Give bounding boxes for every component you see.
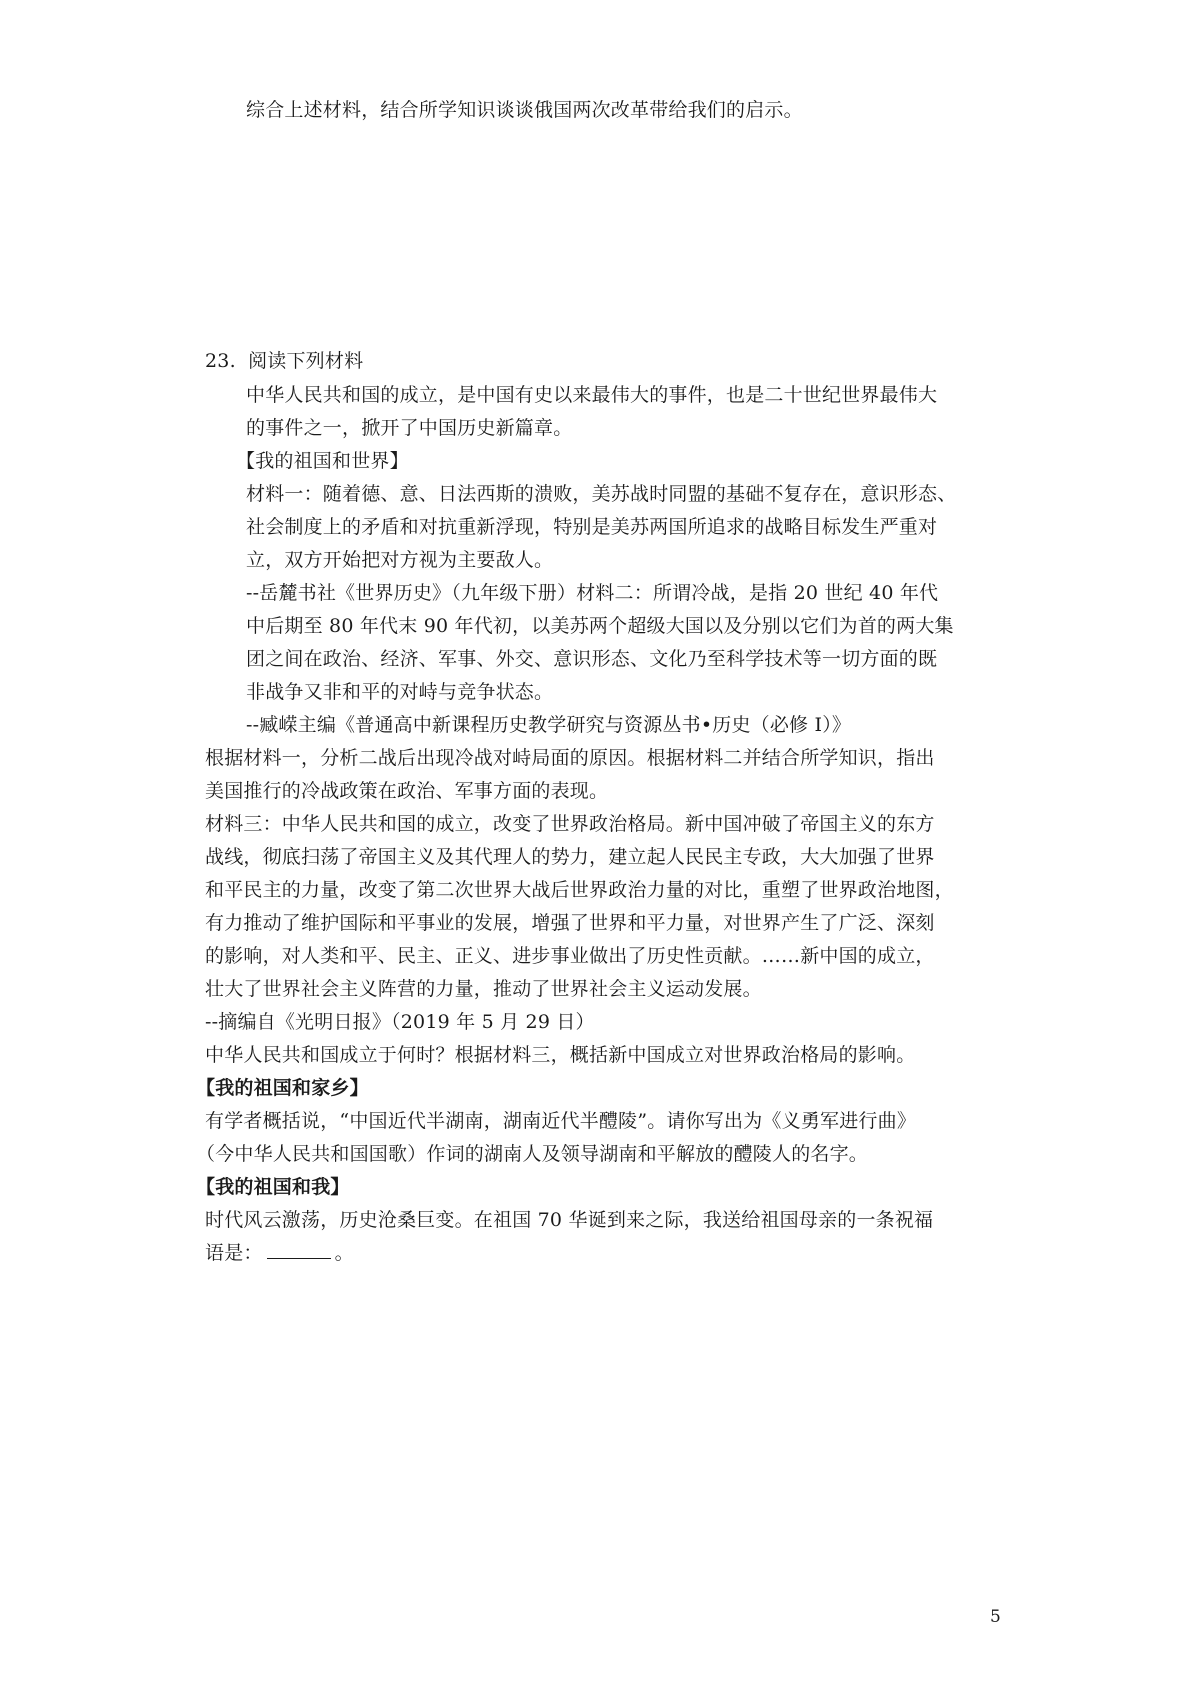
question-title: 阅读下列材料 [248,350,364,372]
section-heading-me: 【我的祖国和我】 [196,1176,350,1198]
task-4-prefix: 语是： [205,1242,263,1264]
question-number: 23. [205,350,236,372]
task-4-line-1: 时代风云激荡，历史沧桑巨变。在祖国 70 华诞到来之际，我送给祖国母亲的一条祝福 [205,1209,934,1231]
material-2-source: --臧嵘主编《普通高中新课程历史教学研究与资源丛书•历史（必修 I）》 [246,714,852,736]
section-heading-hometown: 【我的祖国和家乡】 [196,1077,369,1099]
material-1-line-2: 社会制度上的矛盾和对抗重新浮现，特别是美苏两国所追求的战略目标发生严重对 [246,516,938,538]
answer-blank[interactable] [267,1240,331,1259]
material-3-line-2: 战线，彻底扫荡了帝国主义及其代理人的势力，建立起人民民主专政，大大加强了世界 [205,846,935,868]
section-heading-world: 【我的祖国和世界】 [236,450,409,472]
material-3-line-3: 和平民主的力量，改变了第二次世界大战后世界政治力量的对比，重塑了世界政治地图， [205,879,954,901]
material-2-line-3: 团之间在政治、经济、军事、外交、意识形态、文化乃至科学技术等一切方面的既 [246,648,938,670]
material-1-line-1: 材料一：随着德、意、日法西斯的溃败，美苏战时同盟的基础不复存在，意识形态、 [246,483,957,505]
material-2-line-1: --岳麓书社《世界历史》（九年级下册）材料二：所谓冷战，是指 20 世纪 40 年代 [246,582,939,604]
material-2-line-2: 中后期至 80 年代末 90 年代初，以美苏两个超级大国以及分别以它们为首的两大集 [246,615,954,637]
material-3-line-1: 材料三：中华人民共和国的成立，改变了世界政治格局。新中国冲破了帝国主义的东方 [205,813,935,835]
page-number: 5 [990,1607,1001,1627]
material-1-line-3: 立，双方开始把对方视为主要敌人。 [246,549,554,571]
task-2: 中华人民共和国成立于何时？根据材料三，概括新中国成立对世界政治格局的影响。 [205,1044,916,1066]
question-intro-line-2: 的事件之一，掀开了中国历史新篇章。 [246,417,573,439]
material-3-line-4: 有力推动了维护国际和平事业的发展，增强了世界和平力量，对世界产生了广泛、深刻 [205,912,935,934]
material-3-line-5: 的影响，对人类和平、民主、正义、进步事业做出了历史性贡献。……新中国的成立， [205,945,935,967]
material-2-line-4: 非战争又非和平的对峙与竞争状态。 [246,681,554,703]
intro-prompt: 综合上述材料，结合所学知识谈谈俄国两次改革带给我们的启示。 [246,99,803,121]
question-heading [205,345,363,378]
task-4-line-2 [205,1237,354,1270]
task-3-line-2: （今中华人民共和国国歌）作词的湖南人及领导湖南和平解放的醴陵人的名字。 [196,1143,869,1165]
task-1-line-2: 美国推行的冷战政策在政治、军事方面的表现。 [205,780,609,802]
material-3-line-6: 壮大了世界社会主义阵营的力量，推动了世界社会主义运动发展。 [205,978,762,1000]
task-1-line-1: 根据材料一，分析二战后出现冷战对峙局面的原因。根据材料二并结合所学知识，指出 [205,747,935,769]
question-intro-line-1: 中华人民共和国的成立，是中国有史以来最伟大的事件，也是二十世纪世界最伟大 [246,384,938,406]
material-3-source: --摘编自《光明日报》（2019 年 5 月 29 日） [205,1011,595,1033]
task-4-suffix: 。 [334,1242,354,1264]
task-3-line-1: 有学者概括说，“中国近代半湖南，湖南近代半醴陵”。请你写出为《义勇军进行曲》 [205,1110,917,1132]
